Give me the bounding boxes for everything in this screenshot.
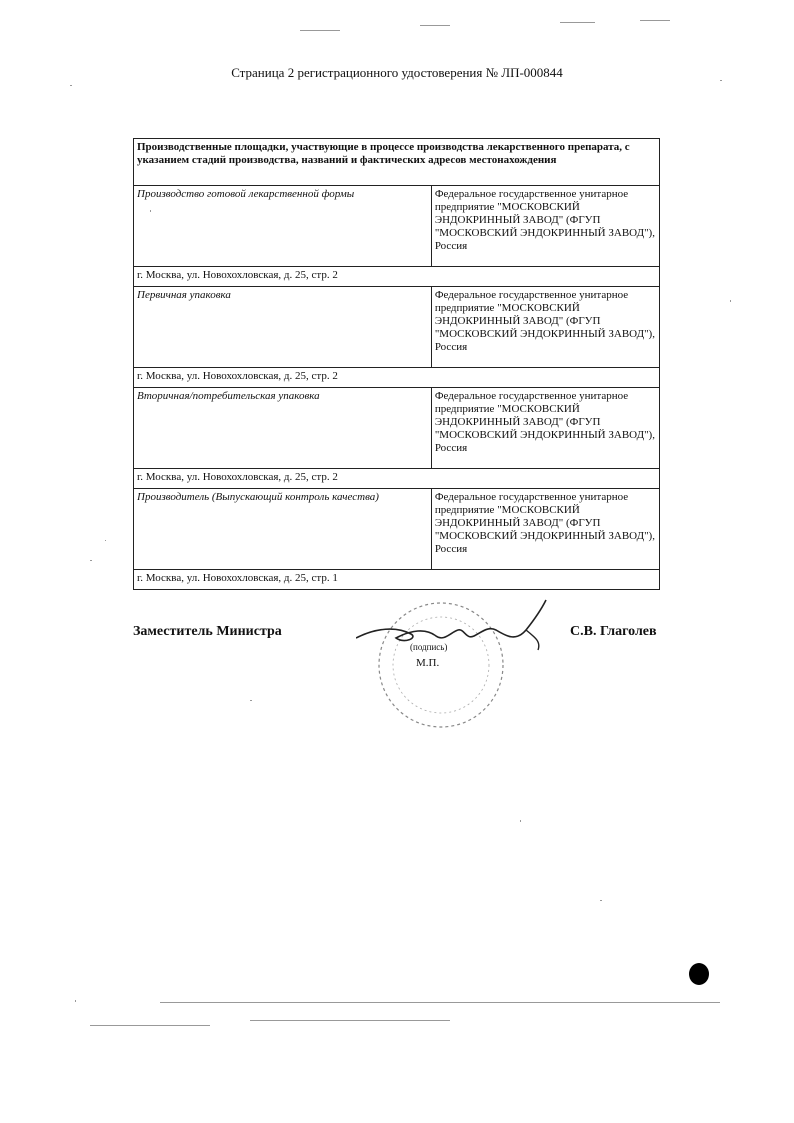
address-cell: г. Москва, ул. Новохохловская, д. 25, стр. 2 (134, 368, 660, 388)
stage-cell: Вторичная/потребительская упаковка (134, 388, 432, 469)
stamp-mark: М.П. (416, 657, 440, 669)
table-row (134, 186, 660, 267)
table-row (134, 287, 660, 368)
organization-cell: Федеральное государственное унитарное предприятие "МОСКОВСКИЙ ЭНДОКРИННЫЙ ЗАВОД" (ФГУП "МОСКОВСКИЙ ЭНДОКРИННЫЙ ЗАВОД"), Россия (431, 186, 659, 267)
page-title: Страница 2 регистрационного удостоверения № ЛП-000844 (231, 65, 563, 80)
stage-cell: Производитель (Выпускающий контроль качества) (134, 489, 432, 570)
table-row (134, 388, 660, 469)
production-sites-table (133, 138, 660, 590)
table-heading: Производственные площадки, участвующие в процессе производства лекарственного препарата, с указанием стадий производства, названий и фактических адресов местонахождения (134, 139, 660, 186)
stage-cell: Производство готовой лекарственной формы (134, 186, 432, 267)
signature-caption: (подпись) (410, 642, 448, 652)
address-cell: г. Москва, ул. Новохохловская, д. 25, стр. 2 (134, 469, 660, 489)
signer-position: Заместитель Министра (133, 624, 282, 639)
table-row (134, 267, 660, 287)
table-row (134, 368, 660, 388)
table-row (134, 489, 660, 570)
signature-block (133, 620, 673, 720)
organization-cell: Федеральное государственное унитарное предприятие "МОСКОВСКИЙ ЭНДОКРИННЫЙ ЗАВОД" (ФГУП "МОСКОВСКИЙ ЭНДОКРИННЫЙ ЗАВОД"), Россия (431, 388, 659, 469)
signer-name: С.В. Глаголев (570, 624, 657, 639)
punch-hole-icon (689, 963, 709, 985)
address-cell: г. Москва, ул. Новохохловская, д. 25, стр. 1 (134, 570, 660, 590)
address-cell: г. Москва, ул. Новохохловская, д. 25, стр. 2 (134, 267, 660, 287)
stamp-seal-icon (356, 580, 556, 730)
organization-cell: Федеральное государственное унитарное предприятие "МОСКОВСКИЙ ЭНДОКРИННЫЙ ЗАВОД" (ФГУП "МОСКОВСКИЙ ЭНДОКРИННЫЙ ЗАВОД"), Россия (431, 489, 659, 570)
table-heading-row (134, 139, 660, 186)
table-row (134, 469, 660, 489)
organization-cell: Федеральное государственное унитарное предприятие "МОСКОВСКИЙ ЭНДОКРИННЫЙ ЗАВОД" (ФГУП "МОСКОВСКИЙ ЭНДОКРИННЫЙ ЗАВОД"), Россия (431, 287, 659, 368)
stage-cell: Первичная упаковка (134, 287, 432, 368)
